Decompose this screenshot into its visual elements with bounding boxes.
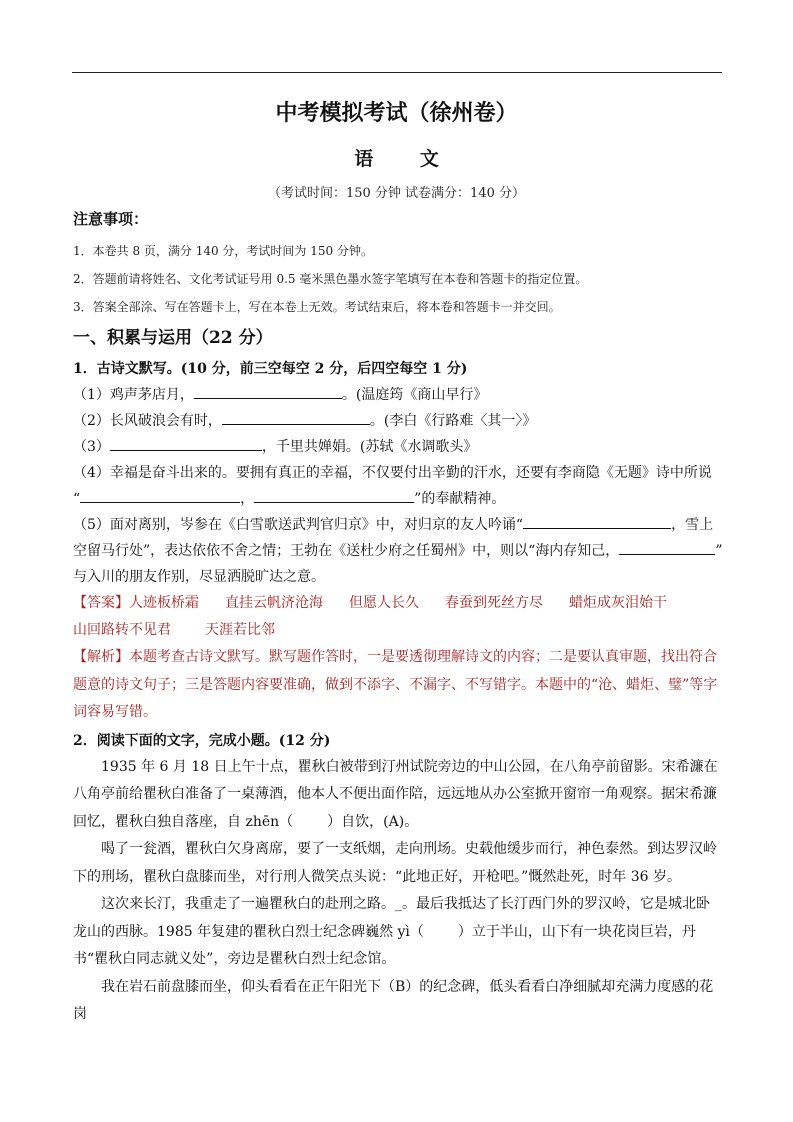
exam-info: （考试时间：150 分钟 试卷满分：140 分） [267, 186, 526, 201]
notice-item-3: 3．答案全部涂、写在答题卡上，写在本卷上无效。考试结束后，将本卷和答题卡一并交回。 [73, 300, 561, 314]
top-rule [72, 72, 722, 73]
answer-item: 直挂云帆济沧海 [225, 595, 323, 611]
passage-paragraph-4: 我在岩石前盘膝而坐，仰头看看在正午阳光下（B）的纪念碑，低头看看白净细腻却充满力度感的花岗 [73, 978, 714, 1022]
q1-line-5a-post: ，雪上 [671, 517, 714, 533]
page-title: 中考模拟考试（徐州卷） [275, 100, 518, 126]
q1-line-1-pre: （1）鸡声茅店月， [73, 387, 194, 403]
document-body [73, 208, 723, 1029]
passage-text: ）自饮，(A)。 [327, 813, 419, 830]
answer-item: 人迹板桥霜 [129, 595, 199, 611]
answer-blank[interactable] [194, 382, 342, 399]
notice-item-2: 2．答题前请将姓名、文化考试证号用 0.5 毫米黑色墨水签字笔填写在本卷和答题卡的指定位置。 [73, 272, 588, 286]
answer-item: 天涯若比邻 [205, 622, 275, 638]
answer-blank[interactable] [222, 408, 370, 425]
passage-text: ）立于半山，山下有一块花岗巨岩，丹书“瞿秋白同志就义处”，旁边是瞿秋白烈士纪念馆。 [73, 923, 696, 967]
analysis-text: 本题考查古诗文默写。默写题作答时，一是要透彻理解诗文的内容；二是要认真审题，找出符合题意的诗文句子；三是答题内容要准确，做到不添字、不漏字、不写错字。本题中的“沧、蜡炬、璧”等字词容易写错。 [73, 649, 718, 720]
q1-line-5c: 与入川的朋友作别，尽显洒脱旷达之意。 [73, 569, 325, 585]
q1-line-2-post: 。(李白《行路难〈其一〉》 [369, 413, 537, 429]
answer-item: 但愿人长久 [349, 595, 419, 611]
answer-item: 山回路转不见君 [73, 622, 171, 638]
answer-blank[interactable] [80, 486, 240, 503]
q1-line-2 [73, 408, 723, 434]
answer-blank[interactable] [619, 538, 715, 555]
q1-line-2-pre: （2）长风破浪会有时， [73, 413, 222, 429]
answer-tag: 【答案】 [73, 595, 129, 611]
answer-line-1 [73, 590, 723, 617]
q1-line-5b-pre: 空留马行处”，表达依依不舍之情；王勃在《送杜少府之任蜀州》中，则以“海内存知己， [73, 543, 620, 559]
q1-line-5b-post: ” [715, 543, 723, 559]
analysis-block [73, 644, 723, 727]
q1-line-4b-open: “ [73, 491, 81, 507]
q1-line-3-pre: （3） [73, 439, 110, 455]
q1-line-5a-pre: （5）面对离别，岑参在《白雪歌送武判官归京》中，对归京的友人吟诵“ [73, 517, 524, 533]
q1-line-3 [73, 434, 723, 460]
q1-line-4b [73, 486, 723, 512]
answer-item: 蜡炬成灰泪始干 [569, 595, 667, 611]
section-title: 一、积累与运用（22 分） [73, 328, 273, 348]
answer-blank[interactable] [523, 512, 671, 529]
question-2-heading: 2．阅读下面的文字，完成小题。(12 分) [73, 732, 331, 749]
q1-line-5b [73, 538, 723, 564]
q1-line-3-post: ，千里共婵娟。(苏轼《水调歌头》 [261, 439, 478, 455]
q1-line-1-post: 。(温庭筠《商山早行》 [341, 387, 488, 403]
notice-item-1: 1．本卷共 8 页，满分 140 分，考试时间为 150 分钟。 [73, 244, 373, 258]
passage-paragraph-3 [73, 891, 723, 974]
q1-line-4b-mid: ， [240, 491, 255, 507]
subject-title: 语 文 [354, 148, 459, 170]
notice-heading: 注意事项： [73, 210, 149, 228]
answer-blank[interactable] [254, 486, 414, 503]
answer-blank[interactable] [110, 434, 262, 451]
passage-paragraph-1 [73, 754, 723, 837]
analysis-tag: 【解析】 [73, 649, 129, 665]
q1-line-4b-post: ”的奉献精神。 [414, 491, 506, 507]
q1-line-4a: （4）幸福是奋斗出来的。要拥有真正的幸福，不仅要付出辛勤的汗水，还要有李商隐《无题》诗中所说 [73, 465, 712, 481]
answer-line-2 [73, 617, 723, 644]
passage-text: 这次来长汀，我重走了一遍瞿秋白的赴刑之路。_。最后我抵达了长汀西门外的罗汉岭，它是城北卧龙山的西脉。1985 年复建的瞿秋白烈士纪念碑巍然 yì（ [73, 896, 710, 940]
answer-item: 春蚕到死丝方尽 [445, 595, 543, 611]
question-1-heading: 1．古诗文默写。(10 分，前三空每空 2 分，后四空每空 1 分) [73, 361, 468, 377]
passage-text: 1935 年 6 月 18 日上午十点，瞿秋白被带到汀州试院旁边的中山公园，在八角亭前留影。宋希濂在八角亭前给瞿秋白准备了一桌薄酒，他本人不便出面作陪，远远地从办公室掀开窗帘一角观察。据宋希濂回忆，瞿秋白独自落座，自 zhēn（ [73, 758, 718, 830]
q1-line-5a [73, 512, 723, 538]
q1-line-1 [73, 382, 723, 408]
passage-paragraph-2: 喝了一瓮酒，瞿秋白欠身离席，要了一支纸烟，走向刑场。史载他缓步而行，神色泰然。到达罗汉岭下的刑场，瞿秋白盘膝而坐，对行刑人微笑点头说：“此地正好，开枪吧。”慨然赴死，时年 36 岁。 [73, 841, 717, 885]
